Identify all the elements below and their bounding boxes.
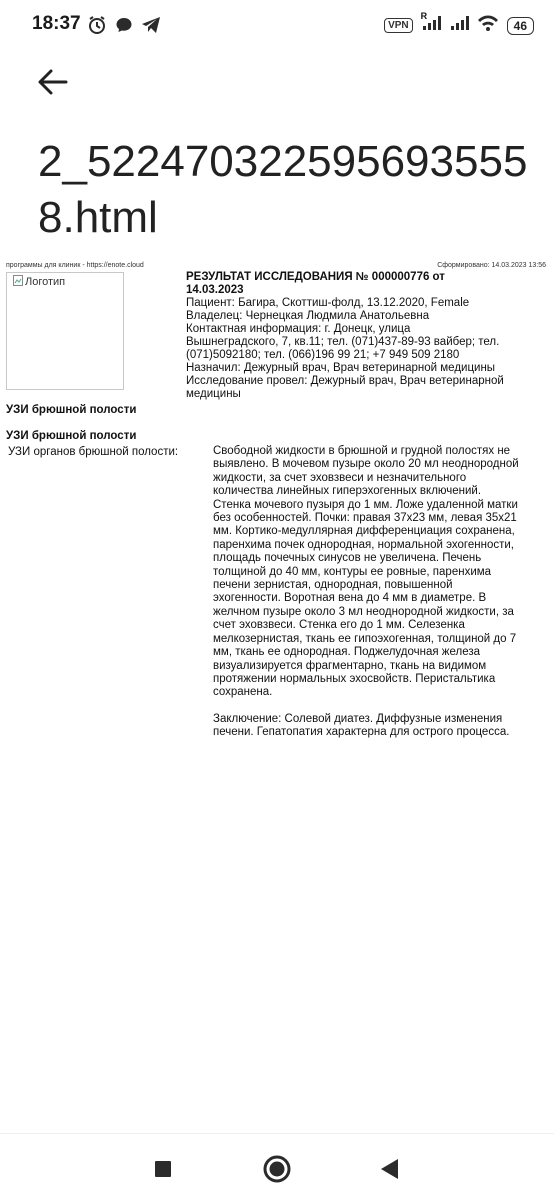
recent-apps-button[interactable] xyxy=(146,1152,180,1186)
home-button[interactable] xyxy=(260,1152,294,1186)
report-header xyxy=(186,271,504,401)
telegram-icon xyxy=(141,16,161,39)
status-left-icons xyxy=(87,15,161,40)
recent-apps-icon xyxy=(146,1173,180,1190)
system-back-button[interactable] xyxy=(372,1152,406,1186)
logo-alt xyxy=(13,275,65,289)
status-bar xyxy=(0,0,554,52)
exam-findings xyxy=(213,445,519,753)
assigned-by: Назначил: Дежурный врач, Врач ветеринарной медицины xyxy=(186,362,496,374)
page-title: 2_522470322595693555 8.html xyxy=(38,137,528,242)
status-time: 18:37 xyxy=(32,13,81,34)
findings-text: Свободной жидкости в брюшной и грудной полостях не выявлено. В мочевом пузыре около 20 мл неоднородной жидкости, за счет эховзвеси и незначительного количества линейных гиперэхогенных включений. Стенка мочевого пузыря до 1 мм. Ложе удаленной матки без особенностей. Почки: правая 37х23 мм, левая 35х21 мм. Кортико-медуллярная дифференциация сохранена, паренхима почек однородная, нормальной эхогенности, площадь почечных синусов не увеличена. Печень толщиной до 40 мм, контуры ее ровные, паренхима печени зернистая, однородная, повышенной эхогенности. Воротная вена до 4 мм в диаметре. В желчном пузыре около 3 мл неоднородной жидкости, за счет эховзвеси. Стенка его до 1 мм. Селезенка мелкозернистая, ткань ее гипоэхогенная, толщиной до 7 мм, ткань ее однородная. Поджелудочная железа визуализируется фрагментарно, ткань на видимом протяжении нормальных эхосвойств. Перистальтика сохранена. xyxy=(213,445,519,699)
exam-label: УЗИ органов брюшной полости: xyxy=(8,446,179,458)
owner-info: Владелец: Чернецкая Людмила Анатольевна xyxy=(186,310,430,322)
status-right-icons xyxy=(384,11,534,37)
section-heading: УЗИ брюшной полости xyxy=(6,404,137,416)
conducted-by: Исследование провел: Дежурный врач, Врач ветеринарной медицины xyxy=(186,375,504,400)
contact-info: Контактная информация: г. Донецк, улица Вышнеградского, 7, кв.11; тел. (071)437-89-93 вайбер; тел. (071)5092180; тел. (066)196 99 21; +7 949 509 2180 xyxy=(186,323,500,361)
logo-image xyxy=(6,272,124,390)
broken-image-icon xyxy=(13,275,23,289)
system-nav-bar xyxy=(0,1133,554,1200)
wifi-icon xyxy=(477,14,499,37)
arrow-left-icon xyxy=(34,89,78,106)
chat-bubble-icon xyxy=(115,16,133,39)
clinic-software-link[interactable]: программы для клиник - https://enote.cloud xyxy=(6,262,144,269)
back-nav-icon xyxy=(372,1173,406,1190)
battery-indicator: 46 xyxy=(507,17,534,35)
alarm-icon xyxy=(87,15,107,40)
signal-icon xyxy=(420,11,441,36)
home-icon xyxy=(260,1173,294,1190)
generated-timestamp: Сформировано: 14.03.2023 13:56 xyxy=(437,262,546,269)
logo-alt-text: Логотип xyxy=(25,276,66,288)
subsection-heading: УЗИ брюшной полости xyxy=(6,430,137,442)
vpn-badge: VPN xyxy=(384,18,413,33)
patient-info: Пациент: Багира, Скоттиш-фолд, 13.12.2020, Female xyxy=(186,297,470,309)
back-button[interactable] xyxy=(34,62,78,102)
signal-icon-2 xyxy=(449,15,469,36)
conclusion-text: Заключение: Солевой диатез. Диффузные изменения печени. Гепатопатия характерна для острого процесса. xyxy=(213,712,510,739)
result-title: РЕЗУЛЬТАТ ИССЛЕДОВАНИЯ № 000000776 от 14.03.2023 xyxy=(186,271,445,296)
roaming-label: R xyxy=(420,11,428,21)
